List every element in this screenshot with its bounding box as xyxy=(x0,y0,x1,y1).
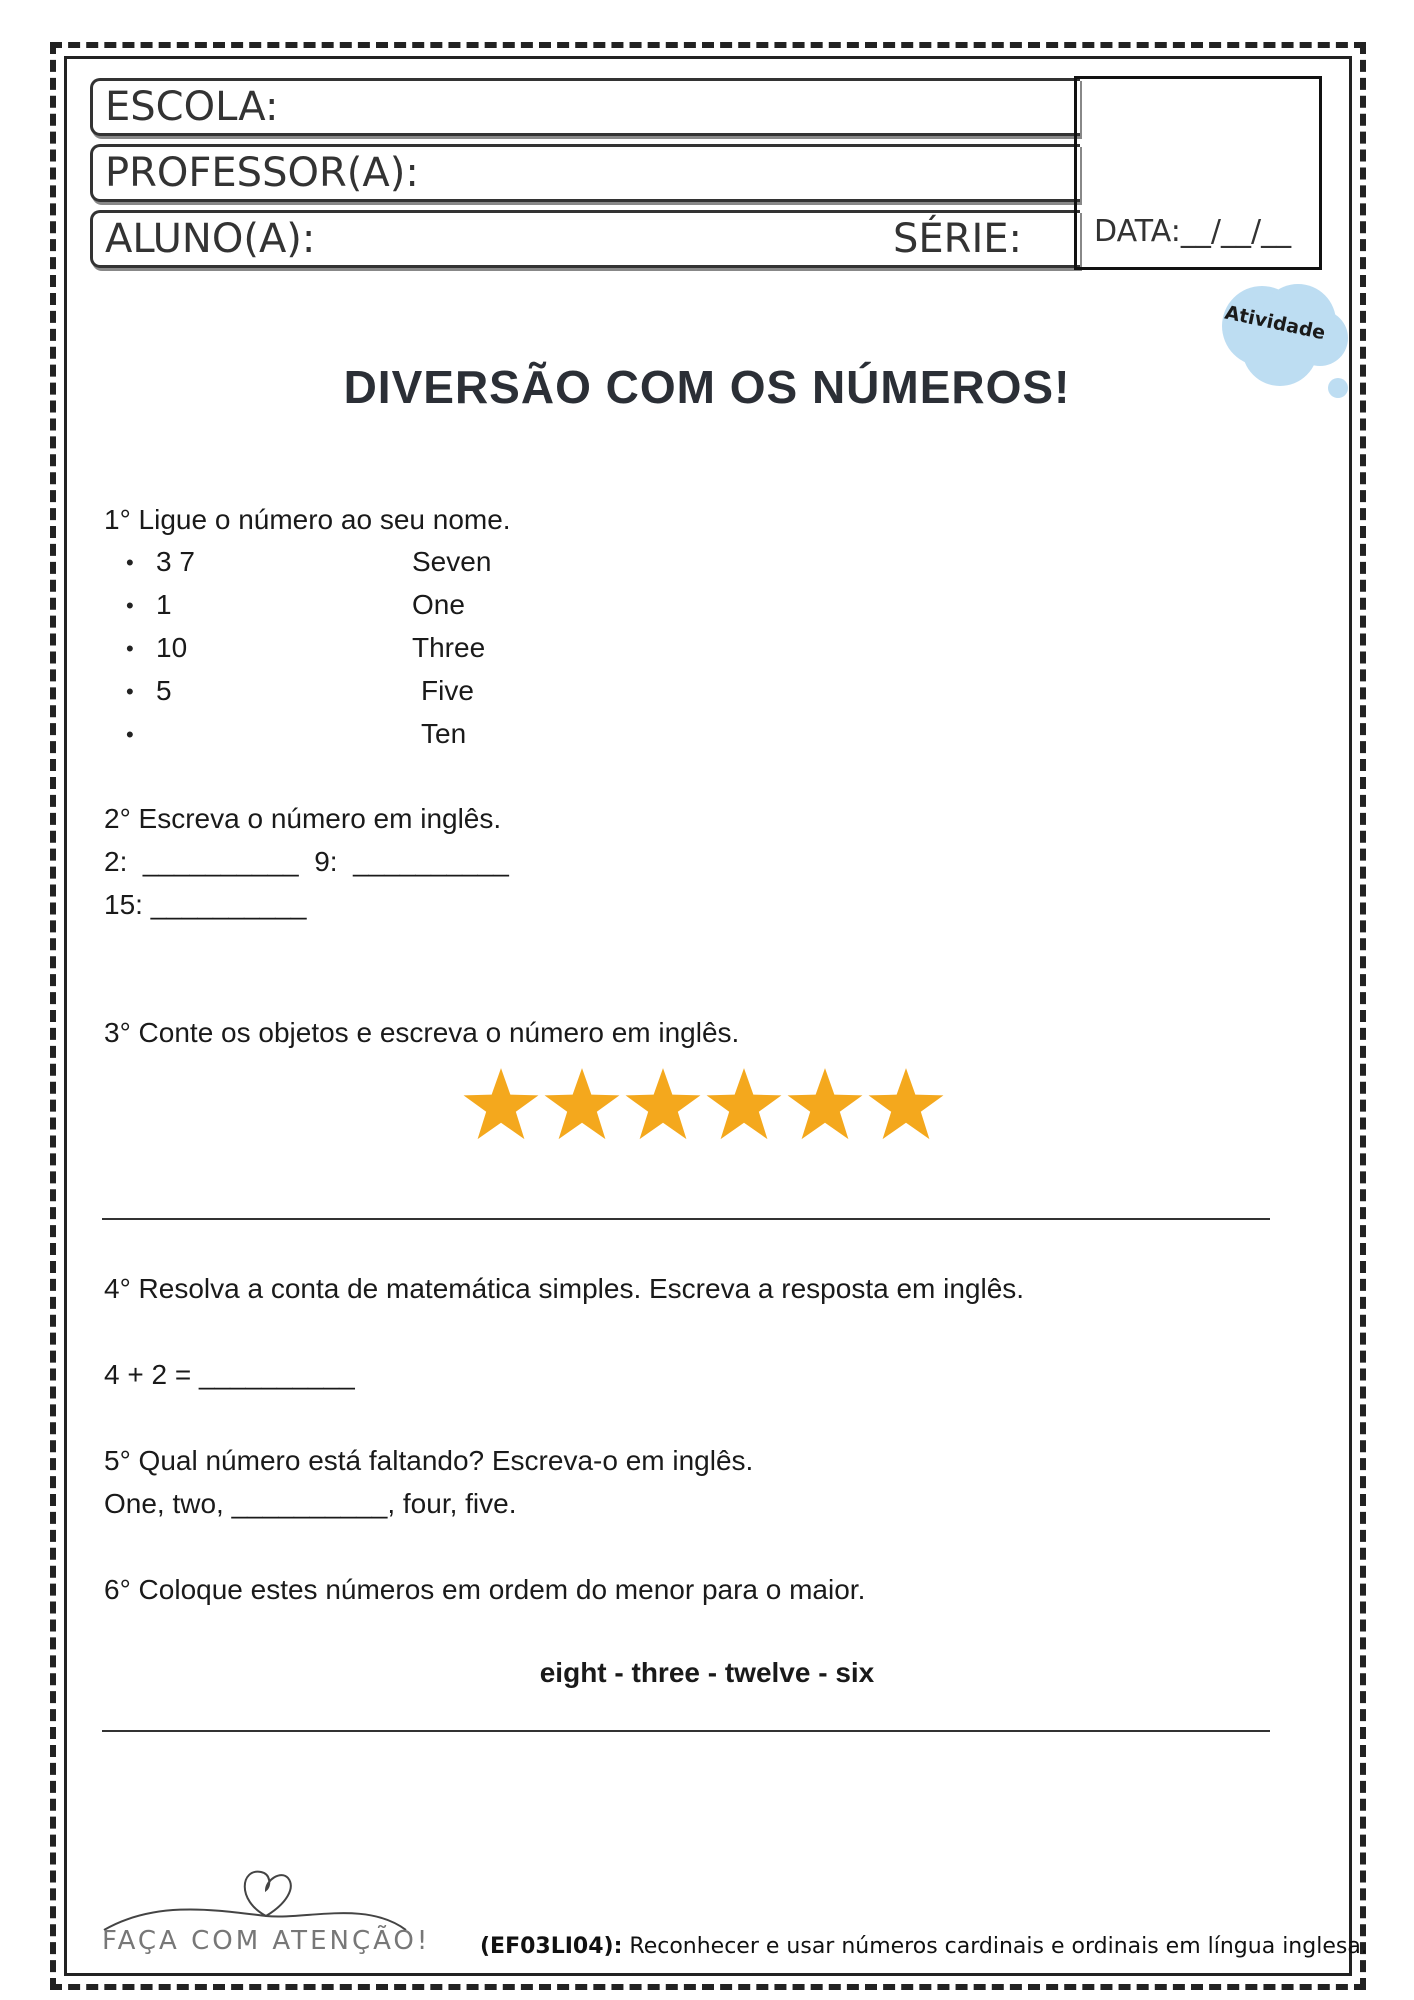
q1-name-5: Ten xyxy=(421,718,467,749)
q2-line-1: 2: __________ 9: __________ xyxy=(104,846,509,877)
answer-line xyxy=(102,1218,1270,1220)
q6-prompt: 6° Coloque estes números em ordem do menor para o maior. xyxy=(104,1574,866,1605)
q2-prompt: 2° Escreva o número em inglês. xyxy=(104,803,502,834)
answer-line xyxy=(102,1730,1270,1732)
q1-name-3: Three xyxy=(412,632,486,663)
q4-prompt: 4° Resolva a conta de matemática simples. Escreva a resposta em inglês. xyxy=(104,1273,1025,1304)
q1-number-4: 5 xyxy=(156,675,172,706)
star-icon xyxy=(543,1066,621,1142)
q6-numbers: eight - three - twelve - six xyxy=(539,1657,875,1688)
q4-equation: 4 + 2 = __________ xyxy=(104,1359,355,1390)
bullet-icon: • xyxy=(126,679,134,704)
school-field xyxy=(90,78,1080,136)
q1-number-2: 1 xyxy=(156,589,172,620)
worksheet-title: DIVERSÃO COM OS NÚMEROS! xyxy=(343,361,1071,413)
footer-code: (EF03LI04): xyxy=(480,1934,623,1959)
star-icon xyxy=(786,1066,864,1142)
teacher-field xyxy=(90,144,1080,202)
school-label: ESCOLA: xyxy=(105,84,279,130)
q1-name-1: Seven xyxy=(412,546,492,577)
date-label: DATA:__/__/__ xyxy=(1094,214,1292,249)
student-label: ALUNO(A): xyxy=(105,216,316,262)
q1-name-2: One xyxy=(412,589,465,620)
q1-number-3: 10 xyxy=(156,632,188,663)
bullet-icon: • xyxy=(126,636,134,661)
bullet-icon: • xyxy=(126,550,134,575)
star-icon xyxy=(624,1066,702,1142)
star-icon xyxy=(705,1066,783,1142)
footer-skill xyxy=(480,1934,1368,1959)
q5-sequence: One, two, __________, four, five. xyxy=(104,1488,517,1519)
logo-text: FAÇA COM ATENÇÃO! xyxy=(102,1926,431,1956)
q1-number-1: 3 7 xyxy=(156,546,195,577)
q5-prompt: 5° Qual número está faltando? Escreva-o em inglês. xyxy=(104,1445,754,1476)
footer-text: Reconhecer e usar números cardinais e ordinais em língua inglesa. xyxy=(622,1934,1368,1959)
activity-badge-label: Atividade xyxy=(1222,301,1328,345)
star-icon xyxy=(462,1066,540,1142)
teacher-label: PROFESSOR(A): xyxy=(105,150,419,196)
grade-label: SÉRIE: xyxy=(893,216,1023,262)
q1-name-4: Five xyxy=(421,675,474,706)
star-icon xyxy=(867,1066,945,1142)
bullet-icon: • xyxy=(126,722,134,747)
q3-prompt: 3° Conte os objetos e escreva o número em inglês. xyxy=(104,1017,740,1048)
bullet-icon: • xyxy=(126,593,134,618)
student-field xyxy=(90,210,1080,268)
q2-line-2: 15: __________ xyxy=(104,889,307,920)
q1-prompt: 1° Ligue o número ao seu nome. xyxy=(104,504,511,535)
